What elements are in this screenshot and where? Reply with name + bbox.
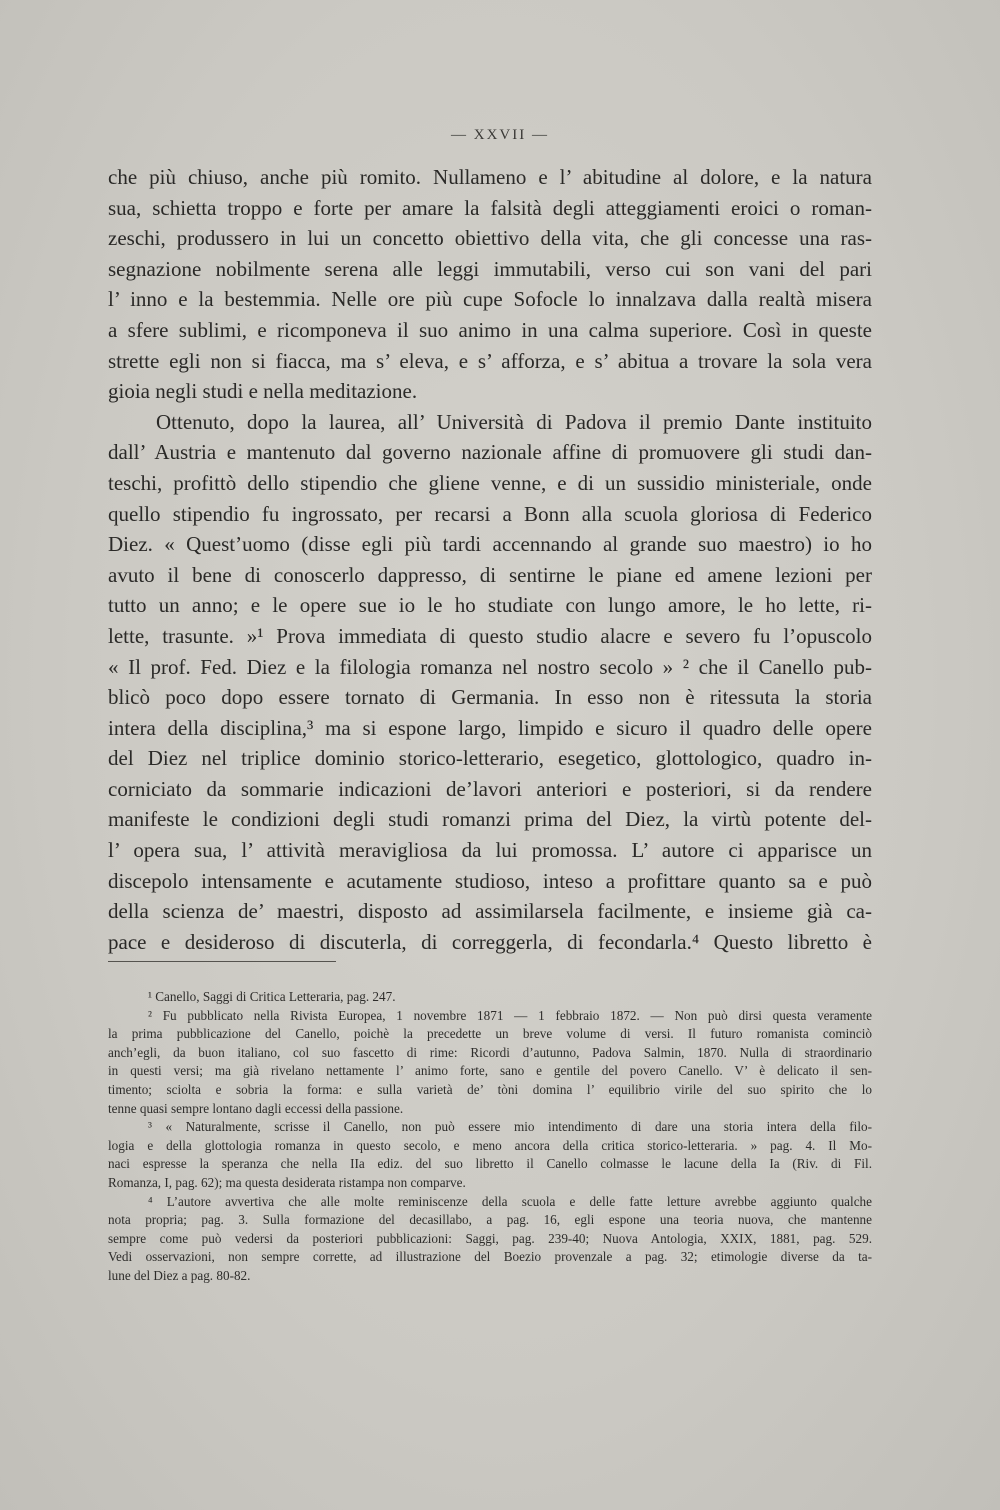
footnote-line: nota propria; pag. 3. Sulla formazione del decasillabo, a pag. 16, egli espone una teoria nuova, che mantenne <box>108 1212 872 1228</box>
body-line: tutto un anno; e le opere sue io le ho studiate con lungo amore, le ho lette, ri- <box>108 593 872 618</box>
footnote-line: ¹ Canello, Saggi di Critica Letteraria, pag. 247. <box>148 989 396 1004</box>
body-line: teschi, profittò dello stipendio che gliene venne, e di un sussidio ministeriale, onde <box>108 470 872 495</box>
body-line: a sfere sublimi, e ricomponeva il suo animo in una calma superiore. Così in queste <box>108 317 872 342</box>
footnote-line: ² Fu pubblicato nella Rivista Europea, 1 novembre 1871 — 1 febbraio 1872. — Non può dirsi questa veramente <box>148 1007 872 1023</box>
body-line: l’ opera sua, l’ attività meravigliosa da lui promossa. L’ autore ci apparisce un <box>108 838 872 863</box>
footnote-line: ³ « Naturalmente, scrisse il Canello, non può essere mio intendimento di dare una storia intera della filo- <box>148 1119 872 1135</box>
body-line: quello stipendio fu ingrossato, per recarsi a Bonn alla scuola gloriosa di Federico <box>108 501 872 526</box>
body-line: del Diez nel triplice dominio storico-letterario, esegetico, glottologico, quadro in- <box>108 746 872 771</box>
body-line: strette egli non si fiacca, ma s’ eleva, e s’ afforza, e s’ abitua a trovare la sola vera <box>108 348 872 373</box>
body-line: segnazione nobilmente serena alle leggi immutabili, verso cui son vani del pari <box>108 256 872 281</box>
footnote-separator-rule <box>108 961 336 962</box>
footnote-line: timento; sciolta e sobria la forma: e sulla varietà de’ tòni domina l’ equilibrio virile del suo spirito che lo <box>108 1081 872 1097</box>
footnote-line: logia e della glottologia romanza in questo secolo, e meno ancora della critica storico-letteraria. » pag. 4. Il Mo- <box>108 1137 872 1153</box>
body-line: l’ inno e la bestemmia. Nelle ore più cupe Sofocle lo innalzava dalla realtà misera <box>108 287 872 312</box>
footnote-line: anch’egli, da buon italiano, col suo fascetto di rime: Ricordi d’autunno, Padova Salmin, 1870. Nulla di straordinario <box>108 1044 872 1060</box>
body-line-paragraph-start: Ottenuto, dopo la laurea, all’ Università di Padova il premio Dante instituito <box>156 409 872 434</box>
body-line: pace e desideroso di discuterla, di correggerla, di fecondarla.⁴ Questo libretto è <box>108 929 872 954</box>
footnote-line: tenne quasi sempre lontano dagli eccessi della passione. <box>108 1100 404 1116</box>
footnote-line: naci espresse la speranza che nella IIa ediz. del suo libretto il Canello colmasse le lacune della Ia (Riv. di Fil. <box>108 1156 872 1172</box>
footnotes <box>108 988 872 1286</box>
body-line: della scienza de’ maestri, disposto ad assimilarsela facilmente, e insieme già ca- <box>108 899 872 924</box>
body-line: manifeste le condizioni degli studi romanzi prima del Diez, la virtù potente del- <box>108 807 872 832</box>
running-head-page-number: — XXVII — <box>451 127 549 143</box>
body-line: zeschi, produssero in lui un concetto obiettivo della vita, che gli concesse una ras- <box>108 226 872 251</box>
footnote-line: lune del Diez a pag. 80-82. <box>108 1267 251 1283</box>
body-line: dall’ Austria e mantenuto dal governo nazionale affine di promuovere gli studi dan- <box>108 440 872 465</box>
body-line: « Il prof. Fed. Diez e la filologia romanza nel nostro secolo » ² che il Canello pub- <box>108 654 872 679</box>
body-line: intera della disciplina,³ ma si espone largo, limpido e sicuro il quadro delle opere <box>108 715 872 740</box>
footnote-line: Romanza, I, pag. 62); ma questa desiderata ristampa non comparve. <box>108 1174 466 1190</box>
body-line: avuto il bene di conoscerlo dappresso, di sentirne le piane ed amene lezioni per <box>108 562 872 587</box>
body-line: discepolo intensamente e acutamente studioso, inteso a profittare quanto sa e può <box>108 868 872 893</box>
body-line: che più chiuso, anche più romito. Nullameno e l’ abitudine al dolore, e la natura <box>108 165 872 189</box>
footnote-line: sempre come può vedersi da posteriori pubblicazioni: Saggi, pag. 239-40; Nuova Antologia, XXIX, 1881, pag. 529. <box>108 1230 872 1246</box>
body-line: lette, trasunte. »¹ Prova immediata di questo studio alacre e severo fu l’opuscolo <box>108 623 872 648</box>
footnote-line: ⁴ L’autore avvertiva che alle molte reminiscenze della scuola e delle fatte letture avrebbe aggiunto qualche <box>148 1193 872 1209</box>
footnote-line: in questi versi; ma già rivelano nettamente l’ animo forte, sano e gentile del povero Canello. V’ è delicato il sen- <box>108 1063 872 1079</box>
footnote-line: la prima pubblicazione del Canello, poichè la precedette un breve volume di versi. Il futuro romanista cominciò <box>108 1026 872 1042</box>
body-line: Diez. « Quest’uomo (disse egli più tardi accennando al grande suo maestro) io ho <box>108 532 872 557</box>
body-line: corniciato da sommarie indicazioni de’lavori anteriori e posteriori, si da rendere <box>108 776 872 801</box>
body-line: sua, schietta troppo e forte per amare la falsità degli atteggiamenti eroici o roman- <box>108 195 872 220</box>
footnote-line: Vedi osservazioni, non sempre corrette, ad illustrazione del Boezio provenzale a pag. 32; etimologie diverse da ta- <box>108 1249 872 1265</box>
body-line: blicò poco dopo essere tornato di Germania. In esso non è ritessuta la storia <box>108 685 872 710</box>
body-line-paragraph-end: gioia negli studi e nella meditazione. <box>108 379 418 404</box>
body-text <box>108 162 872 957</box>
